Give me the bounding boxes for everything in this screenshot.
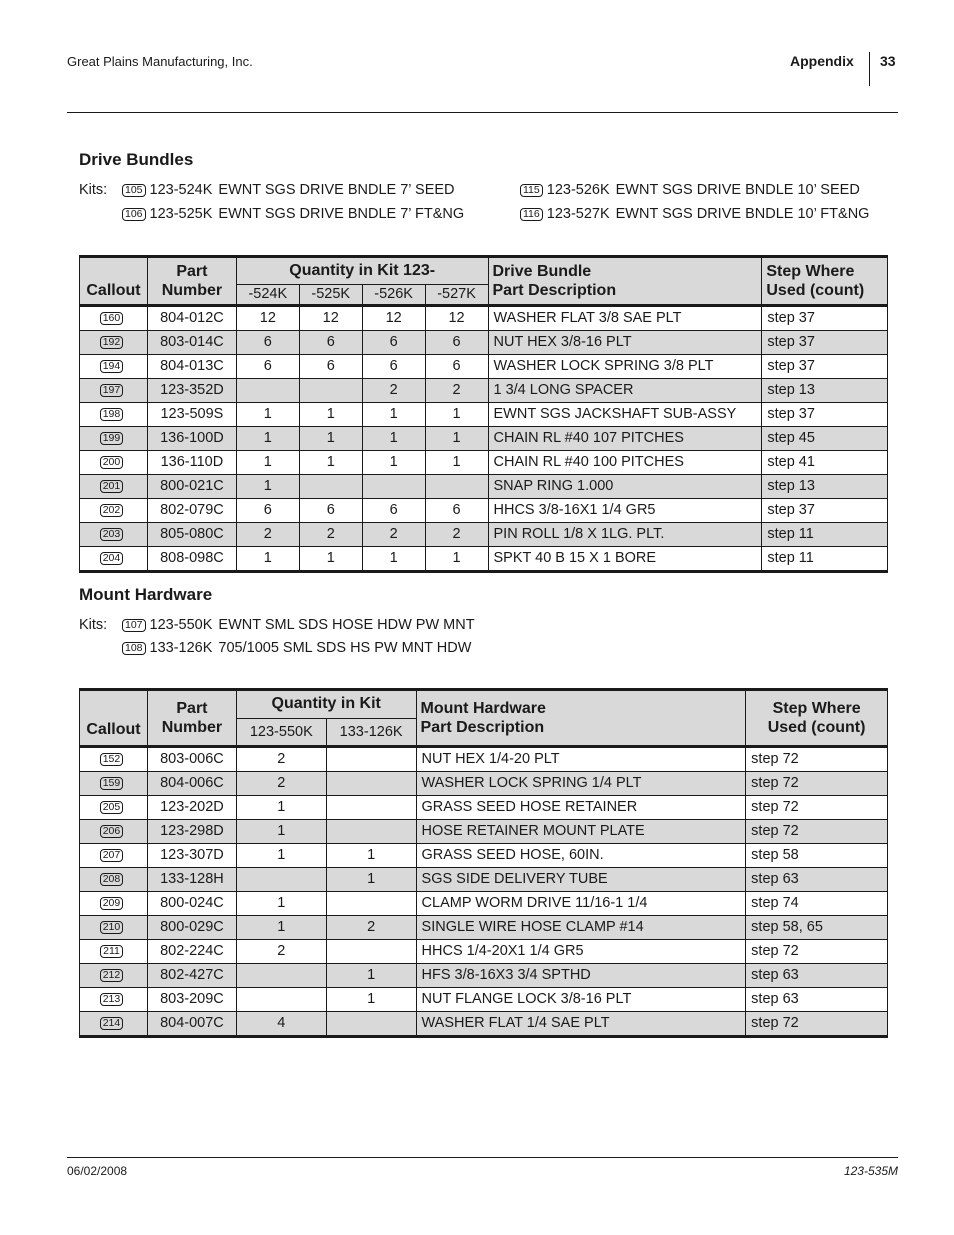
cell-part-number: 804-007C bbox=[147, 1012, 236, 1037]
callout-badge: 194 bbox=[100, 360, 124, 373]
cell-callout bbox=[80, 379, 148, 403]
cell-part-number: 800-029C bbox=[147, 916, 236, 940]
cell-quantity bbox=[362, 475, 425, 499]
col-header-quantity: Quantity in Kit 123- bbox=[236, 257, 488, 285]
cell-quantity: 2 bbox=[236, 772, 326, 796]
cell-quantity: 1 bbox=[299, 451, 362, 475]
cell-part-number: 133-128H bbox=[147, 868, 236, 892]
callout-badge: 105 bbox=[122, 184, 146, 197]
table-row bbox=[80, 451, 888, 475]
footer-document-number: 123-535M bbox=[843, 1164, 898, 1178]
callout-badge: 211 bbox=[100, 945, 123, 958]
cell-quantity: 6 bbox=[299, 499, 362, 523]
cell-quantity bbox=[326, 820, 416, 844]
cell-quantity: 12 bbox=[362, 306, 425, 331]
cell-quantity: 1 bbox=[299, 403, 362, 427]
callout-badge: 107 bbox=[122, 619, 146, 632]
cell-quantity: 6 bbox=[362, 331, 425, 355]
cell-part-number: 123-352D bbox=[147, 379, 236, 403]
mount-hardware-table bbox=[79, 688, 888, 1038]
cell-quantity: 1 bbox=[299, 547, 362, 572]
table-row bbox=[80, 427, 888, 451]
cell-quantity: 2 bbox=[236, 747, 326, 772]
kit-description: 705/1005 SML SDS HS PW MNT HDW bbox=[218, 640, 472, 656]
callout-badge: 201 bbox=[100, 480, 124, 493]
cell-quantity: 6 bbox=[236, 499, 299, 523]
cell-part-number: 803-006C bbox=[147, 747, 236, 772]
cell-quantity: 1 bbox=[236, 427, 299, 451]
drive-kit-item bbox=[122, 182, 455, 198]
cell-quantity: 6 bbox=[236, 355, 299, 379]
callout-badge: 192 bbox=[100, 336, 124, 349]
callout-badge: 212 bbox=[100, 969, 124, 982]
table-row bbox=[80, 940, 888, 964]
col-header-step: Step Where Used (count) bbox=[762, 257, 888, 306]
cell-quantity: 12 bbox=[425, 306, 488, 331]
cell-step: step 72 bbox=[746, 796, 888, 820]
cell-quantity: 6 bbox=[299, 331, 362, 355]
cell-description: HOSE RETAINER MOUNT PLATE bbox=[416, 820, 746, 844]
cell-description: WASHER LOCK SPRING 1/4 PLT bbox=[416, 772, 746, 796]
cell-quantity bbox=[326, 796, 416, 820]
cell-quantity: 6 bbox=[299, 355, 362, 379]
cell-quantity: 2 bbox=[299, 523, 362, 547]
kit-part-number: 123-527K bbox=[546, 206, 610, 222]
col-header-part-number: Part Number bbox=[147, 257, 236, 306]
table-row bbox=[80, 306, 888, 331]
cell-quantity: 1 bbox=[236, 403, 299, 427]
cell-quantity: 1 bbox=[425, 427, 488, 451]
callout-badge: 200 bbox=[100, 456, 124, 469]
cell-description: WASHER LOCK SPRING 3/8 PLT bbox=[488, 355, 762, 379]
table-row bbox=[80, 820, 888, 844]
cell-callout bbox=[80, 844, 148, 868]
cell-description: SNAP RING 1.000 bbox=[488, 475, 762, 499]
cell-part-number: 803-014C bbox=[147, 331, 236, 355]
cell-callout bbox=[80, 523, 148, 547]
cell-callout bbox=[80, 747, 148, 772]
cell-step: step 58, 65 bbox=[746, 916, 888, 940]
cell-step: step 37 bbox=[762, 331, 888, 355]
cell-step: step 11 bbox=[762, 523, 888, 547]
cell-description: CHAIN RL #40 107 PITCHES bbox=[488, 427, 762, 451]
col-header-kit: -524K bbox=[236, 285, 299, 306]
drive-kit-item bbox=[122, 206, 464, 222]
cell-description: PIN ROLL 1/8 X 1LG. PLT. bbox=[488, 523, 762, 547]
table-row bbox=[80, 747, 888, 772]
cell-quantity: 1 bbox=[326, 868, 416, 892]
cell-description: NUT FLANGE LOCK 3/8-16 PLT bbox=[416, 988, 746, 1012]
cell-callout bbox=[80, 475, 148, 499]
cell-part-number: 808-098C bbox=[147, 547, 236, 572]
table-row bbox=[80, 331, 888, 355]
cell-step: step 72 bbox=[746, 940, 888, 964]
table-row bbox=[80, 964, 888, 988]
table-row bbox=[80, 892, 888, 916]
callout-badge: 197 bbox=[100, 384, 124, 397]
kit-description: EWNT SGS DRIVE BNDLE 7’ SEED bbox=[218, 182, 455, 198]
cell-quantity: 1 bbox=[236, 892, 326, 916]
table-row bbox=[80, 403, 888, 427]
col-header-quantity: Quantity in Kit bbox=[236, 690, 416, 719]
mount-kit-item bbox=[122, 640, 471, 656]
cell-step: step 72 bbox=[746, 747, 888, 772]
cell-quantity bbox=[326, 747, 416, 772]
cell-quantity bbox=[326, 940, 416, 964]
cell-description: GRASS SEED HOSE, 60IN. bbox=[416, 844, 746, 868]
callout-badge: 206 bbox=[100, 825, 124, 838]
cell-description: EWNT SGS JACKSHAFT SUB-ASSY bbox=[488, 403, 762, 427]
col-header-kit: -525K bbox=[299, 285, 362, 306]
table-row bbox=[80, 547, 888, 572]
cell-callout bbox=[80, 547, 148, 572]
cell-quantity: 1 bbox=[425, 403, 488, 427]
col-header-step: Step Where Used (count) bbox=[746, 690, 888, 747]
callout-badge: 213 bbox=[100, 993, 124, 1006]
callout-badge: 106 bbox=[122, 208, 146, 221]
kit-description: EWNT SGS DRIVE BNDLE 7’ FT&NG bbox=[218, 206, 465, 222]
cell-step: step 63 bbox=[746, 868, 888, 892]
header-section: Appendix bbox=[790, 53, 854, 69]
kit-part-number: 123-524K bbox=[149, 182, 213, 198]
cell-quantity: 1 bbox=[299, 427, 362, 451]
table-row bbox=[80, 988, 888, 1012]
header-rule bbox=[67, 112, 898, 113]
col-header-description: Mount Hardware Part Description bbox=[416, 690, 746, 747]
cell-part-number: 804-013C bbox=[147, 355, 236, 379]
cell-step: step 11 bbox=[762, 547, 888, 572]
cell-callout bbox=[80, 403, 148, 427]
cell-callout bbox=[80, 868, 148, 892]
cell-callout bbox=[80, 427, 148, 451]
cell-step: step 63 bbox=[746, 988, 888, 1012]
page-number: 33 bbox=[880, 53, 896, 69]
cell-step: step 41 bbox=[762, 451, 888, 475]
cell-quantity bbox=[425, 475, 488, 499]
cell-step: step 37 bbox=[762, 499, 888, 523]
col-header-kit: 133-126K bbox=[326, 719, 416, 747]
cell-description: SINGLE WIRE HOSE CLAMP #14 bbox=[416, 916, 746, 940]
cell-quantity bbox=[299, 379, 362, 403]
kit-description: EWNT SGS DRIVE BNDLE 10’ FT&NG bbox=[615, 206, 870, 222]
cell-callout bbox=[80, 988, 148, 1012]
table-row bbox=[80, 523, 888, 547]
table-row bbox=[80, 499, 888, 523]
callout-badge: 115 bbox=[520, 184, 543, 197]
cell-quantity bbox=[236, 379, 299, 403]
cell-description: WASHER FLAT 3/8 SAE PLT bbox=[488, 306, 762, 331]
cell-quantity: 1 bbox=[236, 547, 299, 572]
cell-quantity: 2 bbox=[425, 379, 488, 403]
cell-part-number: 802-079C bbox=[147, 499, 236, 523]
callout-badge: 198 bbox=[100, 408, 124, 421]
cell-description: SPKT 40 B 15 X 1 BORE bbox=[488, 547, 762, 572]
cell-part-number: 123-307D bbox=[147, 844, 236, 868]
cell-quantity bbox=[236, 964, 326, 988]
cell-quantity: 1 bbox=[362, 427, 425, 451]
cell-description: NUT HEX 1/4-20 PLT bbox=[416, 747, 746, 772]
cell-quantity: 1 bbox=[425, 547, 488, 572]
cell-part-number: 800-024C bbox=[147, 892, 236, 916]
cell-step: step 72 bbox=[746, 772, 888, 796]
kit-part-number: 133-126K bbox=[149, 640, 213, 656]
callout-badge: 160 bbox=[100, 312, 124, 325]
cell-callout bbox=[80, 306, 148, 331]
cell-step: step 45 bbox=[762, 427, 888, 451]
cell-step: step 72 bbox=[746, 1012, 888, 1037]
cell-quantity bbox=[299, 475, 362, 499]
table-row bbox=[80, 355, 888, 379]
col-header-description: Drive Bundle Part Description bbox=[488, 257, 762, 306]
cell-part-number: 123-298D bbox=[147, 820, 236, 844]
footer-date: 06/02/2008 bbox=[67, 1164, 128, 1178]
col-header-part-number: Part Number bbox=[147, 690, 236, 747]
drive-bundles-table bbox=[79, 255, 888, 573]
callout-badge: 209 bbox=[100, 897, 124, 910]
callout-badge: 152 bbox=[100, 753, 124, 766]
callout-badge: 204 bbox=[100, 552, 124, 565]
cell-part-number: 805-080C bbox=[147, 523, 236, 547]
col-header-kit: -527K bbox=[425, 285, 488, 306]
cell-quantity: 6 bbox=[362, 355, 425, 379]
kit-part-number: 123-526K bbox=[546, 182, 610, 198]
callout-badge: 108 bbox=[122, 642, 146, 655]
cell-description: HHCS 3/8-16X1 1/4 GR5 bbox=[488, 499, 762, 523]
cell-description: HFS 3/8-16X3 3/4 SPTHD bbox=[416, 964, 746, 988]
callout-badge: 203 bbox=[100, 528, 124, 541]
table-row bbox=[80, 796, 888, 820]
cell-description: WASHER FLAT 1/4 SAE PLT bbox=[416, 1012, 746, 1037]
cell-quantity: 12 bbox=[236, 306, 299, 331]
cell-callout bbox=[80, 499, 148, 523]
callout-badge: 199 bbox=[100, 432, 124, 445]
cell-quantity: 1 bbox=[236, 451, 299, 475]
cell-quantity bbox=[326, 892, 416, 916]
table-row bbox=[80, 379, 888, 403]
cell-quantity: 2 bbox=[326, 916, 416, 940]
cell-part-number: 123-509S bbox=[147, 403, 236, 427]
cell-callout bbox=[80, 355, 148, 379]
cell-callout bbox=[80, 331, 148, 355]
cell-quantity: 1 bbox=[326, 844, 416, 868]
cell-callout bbox=[80, 892, 148, 916]
cell-callout bbox=[80, 916, 148, 940]
cell-callout bbox=[80, 772, 148, 796]
cell-callout bbox=[80, 451, 148, 475]
callout-badge: 214 bbox=[100, 1017, 124, 1030]
cell-quantity: 1 bbox=[236, 820, 326, 844]
cell-quantity: 2 bbox=[362, 523, 425, 547]
cell-part-number: 802-224C bbox=[147, 940, 236, 964]
cell-step: step 72 bbox=[746, 820, 888, 844]
cell-quantity: 1 bbox=[362, 451, 425, 475]
cell-quantity: 2 bbox=[236, 940, 326, 964]
cell-callout bbox=[80, 820, 148, 844]
cell-step: step 13 bbox=[762, 475, 888, 499]
cell-quantity bbox=[326, 772, 416, 796]
cell-part-number: 804-012C bbox=[147, 306, 236, 331]
cell-quantity: 6 bbox=[362, 499, 425, 523]
cell-quantity bbox=[326, 1012, 416, 1037]
cell-description: SGS SIDE DELIVERY TUBE bbox=[416, 868, 746, 892]
table-row bbox=[80, 868, 888, 892]
cell-part-number: 804-006C bbox=[147, 772, 236, 796]
cell-quantity bbox=[236, 988, 326, 1012]
cell-part-number: 123-202D bbox=[147, 796, 236, 820]
cell-quantity: 1 bbox=[425, 451, 488, 475]
cell-quantity: 2 bbox=[236, 523, 299, 547]
cell-part-number: 803-209C bbox=[147, 988, 236, 1012]
header-company: Great Plains Manufacturing, Inc. bbox=[67, 54, 253, 69]
kit-description: EWNT SGS DRIVE BNDLE 10’ SEED bbox=[615, 182, 860, 198]
drive-kit-item bbox=[520, 206, 869, 222]
cell-step: step 37 bbox=[762, 403, 888, 427]
cell-description: CLAMP WORM DRIVE 11/16-1 1/4 bbox=[416, 892, 746, 916]
cell-part-number: 802-427C bbox=[147, 964, 236, 988]
cell-quantity: 2 bbox=[425, 523, 488, 547]
col-header-callout: Callout bbox=[80, 257, 148, 306]
cell-step: step 63 bbox=[746, 964, 888, 988]
cell-quantity: 1 bbox=[236, 916, 326, 940]
cell-step: step 58 bbox=[746, 844, 888, 868]
callout-badge: 205 bbox=[100, 801, 124, 814]
cell-step: step 37 bbox=[762, 355, 888, 379]
table-row bbox=[80, 844, 888, 868]
callout-badge: 207 bbox=[100, 849, 124, 862]
header-divider bbox=[869, 52, 870, 86]
callout-badge: 202 bbox=[100, 504, 124, 517]
table-row bbox=[80, 475, 888, 499]
cell-description: HHCS 1/4-20X1 1/4 GR5 bbox=[416, 940, 746, 964]
section-title-drive-bundles: Drive Bundles bbox=[79, 150, 194, 169]
table-row bbox=[80, 1012, 888, 1037]
cell-quantity: 1 bbox=[362, 403, 425, 427]
footer-rule bbox=[67, 1157, 898, 1158]
cell-step: step 13 bbox=[762, 379, 888, 403]
col-header-callout: Callout bbox=[80, 690, 148, 747]
table-row bbox=[80, 772, 888, 796]
cell-quantity: 2 bbox=[362, 379, 425, 403]
cell-quantity: 6 bbox=[425, 499, 488, 523]
callout-badge: 210 bbox=[100, 921, 124, 934]
cell-quantity: 1 bbox=[362, 547, 425, 572]
cell-description: NUT HEX 3/8-16 PLT bbox=[488, 331, 762, 355]
cell-quantity: 12 bbox=[299, 306, 362, 331]
cell-callout bbox=[80, 796, 148, 820]
cell-quantity: 6 bbox=[236, 331, 299, 355]
mount-kits-label: Kits: bbox=[79, 617, 108, 633]
cell-description: GRASS SEED HOSE RETAINER bbox=[416, 796, 746, 820]
mount-kit-item bbox=[122, 617, 475, 633]
drive-kits-label: Kits: bbox=[79, 182, 108, 198]
cell-description: 1 3/4 LONG SPACER bbox=[488, 379, 762, 403]
cell-description: CHAIN RL #40 100 PITCHES bbox=[488, 451, 762, 475]
cell-quantity: 6 bbox=[425, 331, 488, 355]
cell-step: step 74 bbox=[746, 892, 888, 916]
cell-callout bbox=[80, 940, 148, 964]
cell-part-number: 800-021C bbox=[147, 475, 236, 499]
cell-quantity: 4 bbox=[236, 1012, 326, 1037]
cell-quantity bbox=[236, 868, 326, 892]
section-title-mount-hardware: Mount Hardware bbox=[79, 585, 213, 604]
table-row bbox=[80, 916, 888, 940]
kit-part-number: 123-550K bbox=[149, 617, 213, 633]
cell-part-number: 136-100D bbox=[147, 427, 236, 451]
cell-quantity: 1 bbox=[236, 844, 326, 868]
cell-part-number: 136-110D bbox=[147, 451, 236, 475]
cell-quantity: 1 bbox=[236, 796, 326, 820]
col-header-kit: -526K bbox=[362, 285, 425, 306]
cell-quantity: 1 bbox=[236, 475, 299, 499]
callout-badge: 159 bbox=[100, 777, 124, 790]
cell-quantity: 1 bbox=[326, 988, 416, 1012]
kit-description: EWNT SML SDS HOSE HDW PW MNT bbox=[218, 617, 475, 633]
cell-callout bbox=[80, 964, 148, 988]
cell-step: step 37 bbox=[762, 306, 888, 331]
cell-callout bbox=[80, 1012, 148, 1037]
kit-part-number: 123-525K bbox=[149, 206, 213, 222]
col-header-kit: 123-550K bbox=[236, 719, 326, 747]
drive-kit-item bbox=[520, 182, 860, 198]
callout-badge: 208 bbox=[100, 873, 124, 886]
cell-quantity: 1 bbox=[326, 964, 416, 988]
callout-badge: 116 bbox=[520, 208, 543, 221]
cell-quantity: 6 bbox=[425, 355, 488, 379]
